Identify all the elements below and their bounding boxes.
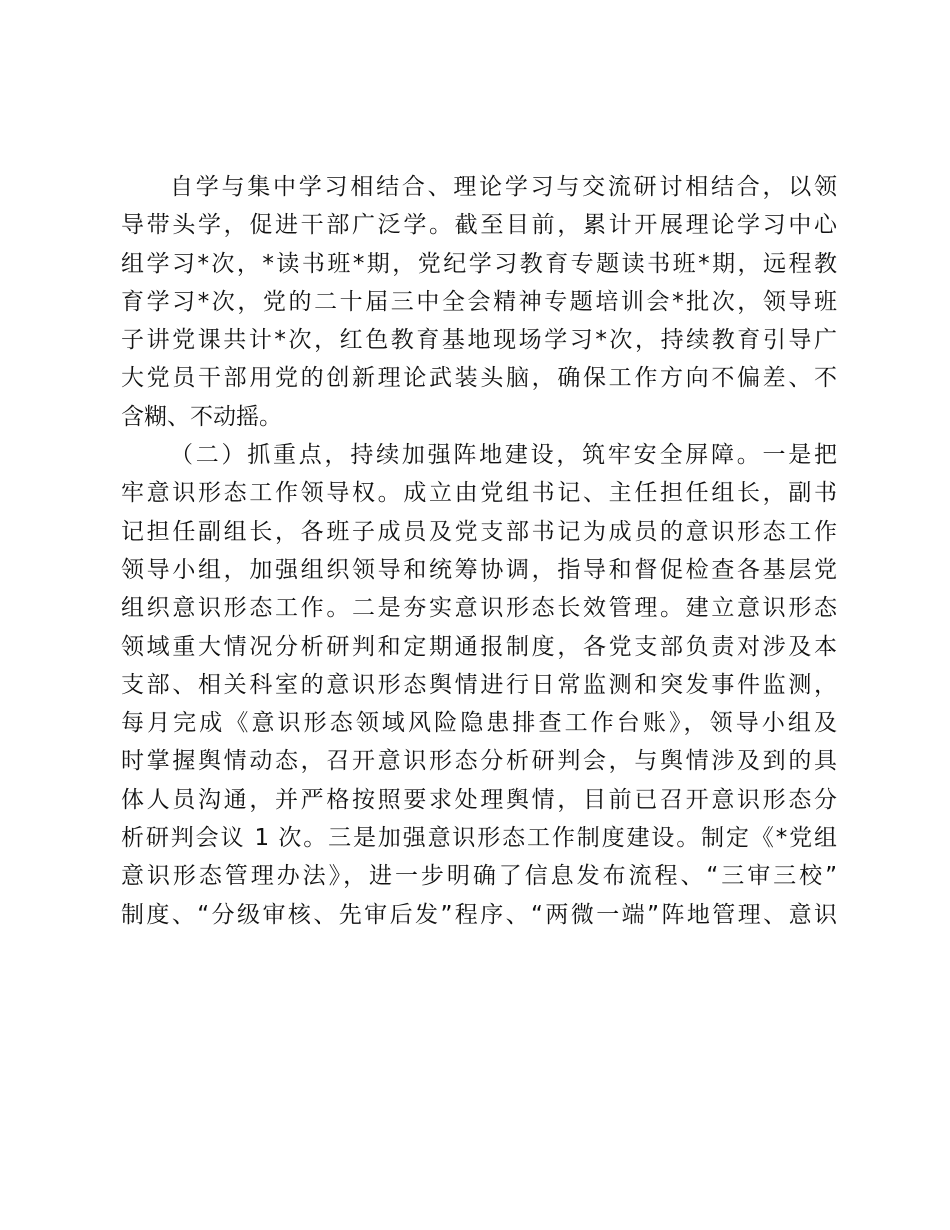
paragraph-line: 牢意识形态工作领导权。成立由党组书记、主任担任组长，副书 (121, 480, 837, 507)
paragraph-line: 时掌握舆情动态，召开意识形态分析研判会，与舆情涉及到的具 (121, 748, 837, 775)
document-body (121, 168, 837, 934)
paragraph-line: （二）抓重点，持续加强阵地建设，筑牢安全屏障。一是把 (170, 442, 837, 469)
paragraph-line: 领域重大情况分析研判和定期通报制度，各党支部负责对涉及本 (121, 633, 837, 660)
paragraph-line: 体人员沟通，并严格按照要求处理舆情，目前已召开意识形态分 (121, 786, 837, 813)
paragraph-line: 大党员干部用党的创新理论武装头脑，确保工作方向不偏差、不 (121, 365, 837, 392)
paragraph-line: 自学与集中学习相结合、理论学习与交流研讨相结合，以领 (170, 174, 837, 200)
paragraph-line: 记担任副组长，各班子成员及党支部书记为成员的意识形态工作 (121, 518, 837, 545)
paragraph-line: 组织意识形态工作。二是夯实意识形态长效管理。建立意识形态 (121, 595, 837, 622)
paragraph-position-building (121, 436, 837, 934)
paragraph-line: 制度、“分级审核、先审后发”程序、“两微一端”阵地管理、意识 (121, 901, 837, 928)
paragraph-line: 领导小组，加强组织领导和统筹协调，指导和督促检查各基层党 (121, 556, 837, 583)
paragraph-line: 支部、相关科室的意识形态舆情进行日常监测和突发事件监测， (121, 671, 837, 698)
paragraph-line: 每月完成《意识形态领域风险隐患排查工作台账》，领导小组及 (121, 710, 837, 737)
paragraph-line: 析研判会议 1 次。三是加强意识形态工作制度建设。制定《*党组 (121, 825, 837, 852)
paragraph-line: 组学习*次，*读书班*期，党纪学习教育专题读书班*期，远程教 (121, 250, 837, 277)
paragraph-line: 含糊、不动摇。 (121, 403, 282, 430)
paragraph-line: 子讲党课共计*次，红色教育基地现场学习*次，持续教育引导广 (121, 327, 837, 354)
paragraph-line: 意识形态管理办法》，进一步明确了信息发布流程、“三审三校” (121, 863, 837, 890)
paragraph-line: 导带头学，促进干部广泛学。截至目前，累计开展理论学习中心 (121, 212, 837, 239)
paragraph-line: 育学习*次，党的二十届三中全会精神专题培训会*批次，领导班 (121, 288, 837, 315)
paragraph-study-summary (121, 168, 837, 436)
